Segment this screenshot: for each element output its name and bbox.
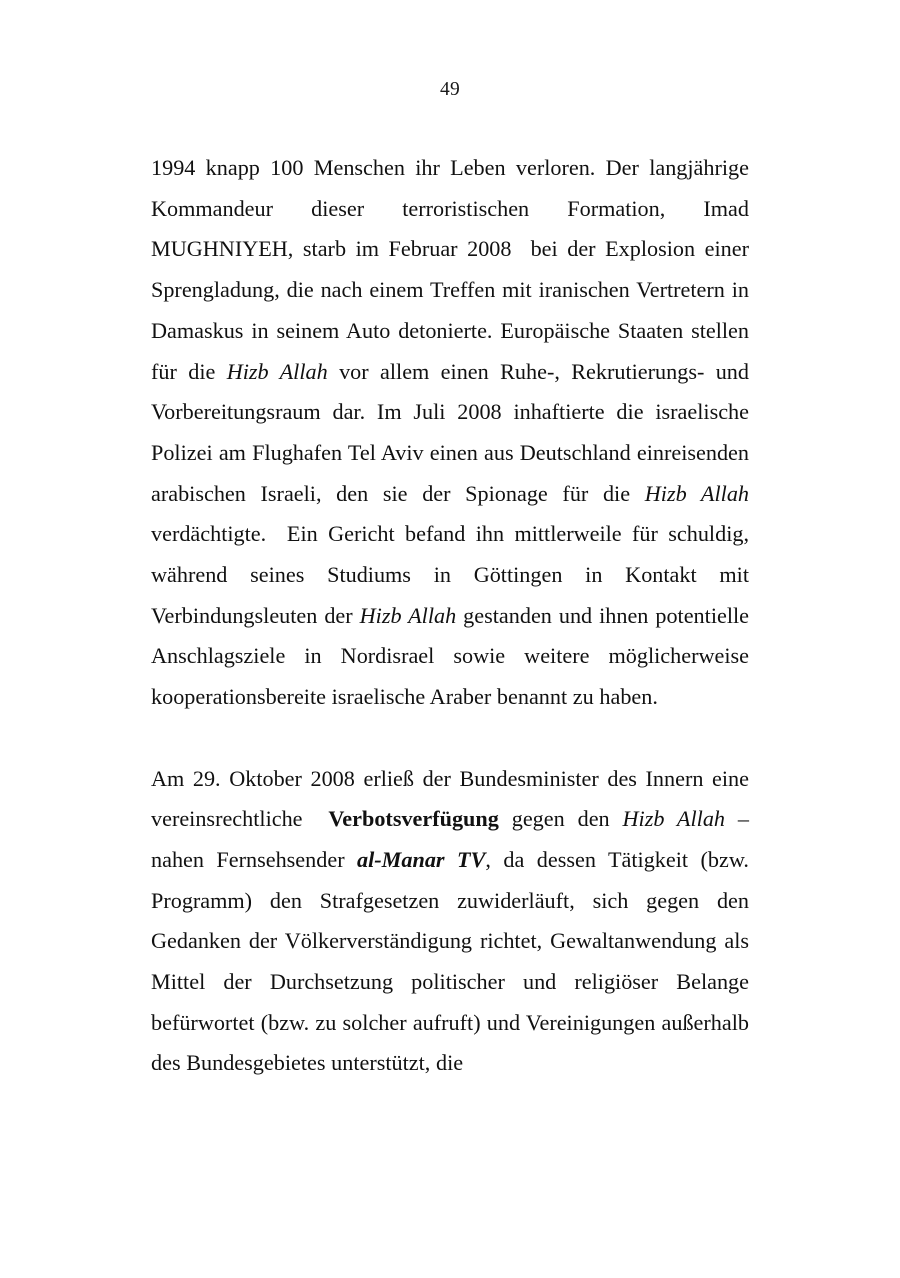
- text-run-italic: Hizb Allah: [226, 358, 328, 384]
- text-run-regular: , da dessen Tätigkeit (bzw. Programm) den Strafgesetzen zuwiderläuft, sich gegen den Gedanken der Völkerverständigung richtet, Gewaltanwendung als Mittel der Durchsetzung politischer und religiöser Belange befürwortet (bzw. zu solcher aufruft) und Vereinigungen außerhalb des Bundesgebietes unterstützt, die: [151, 846, 755, 1076]
- text-run-italic: Hizb Allah: [359, 602, 457, 628]
- text-run-regular: verdächtigte. Ein Gericht befand ihn mittlerweile für schuldig, während seines Studiums in Göttingen in Kontakt mit Verbindungsleuten der: [151, 480, 761, 628]
- page-number: 49: [440, 79, 460, 100]
- paragraph-2: [151, 759, 755, 1085]
- paragraph-1: [151, 148, 761, 718]
- text-run-regular: vor allem einen Ruhe-, Rekrutierungs- und Vorbereitungsraum dar. Im Juli 2008 inhaftierte die israelische Polizei am Flughafen Tel Aviv einen aus Deutschland einreisenden arabischen Israeli, den sie der Spionage für die: [151, 358, 755, 506]
- text-run-regular: gestanden und ihnen potentielle Anschlagsziele in Nordisrael sowie weitere möglicherweise kooperationsbereite israelische Araber benannt zu haben.: [151, 602, 755, 710]
- text-run-regular: 1994 knapp 100 Menschen ihr Leben verloren. Der langjährige Kommandeur dieser terroristischen Formation, Imad MUGHNIYEH, starb im Februar 2008 bei der Explosion einer Sprengladung, die nach einem Treffen mit iranischen Vertretern in Damaskus in seinem Auto detonierte. Europäische Staaten stellen für die: [151, 155, 755, 384]
- text-run-regular: Am 29. Oktober 2008 erließ der Bundesminister des Innern eine vereinsrechtliche: [151, 765, 755, 832]
- text-run-bold-italic: al-Manar TV: [357, 846, 486, 872]
- text-run-regular: – nahen Fernsehsender: [151, 806, 755, 872]
- body-text-column: [151, 148, 761, 1084]
- text-run-regular: gegen den: [498, 806, 623, 832]
- text-run-italic: Hizb Allah: [622, 806, 726, 832]
- text-run-bold: Verbotsverfügung: [328, 806, 499, 832]
- text-run-italic: Hizb Allah: [644, 480, 749, 506]
